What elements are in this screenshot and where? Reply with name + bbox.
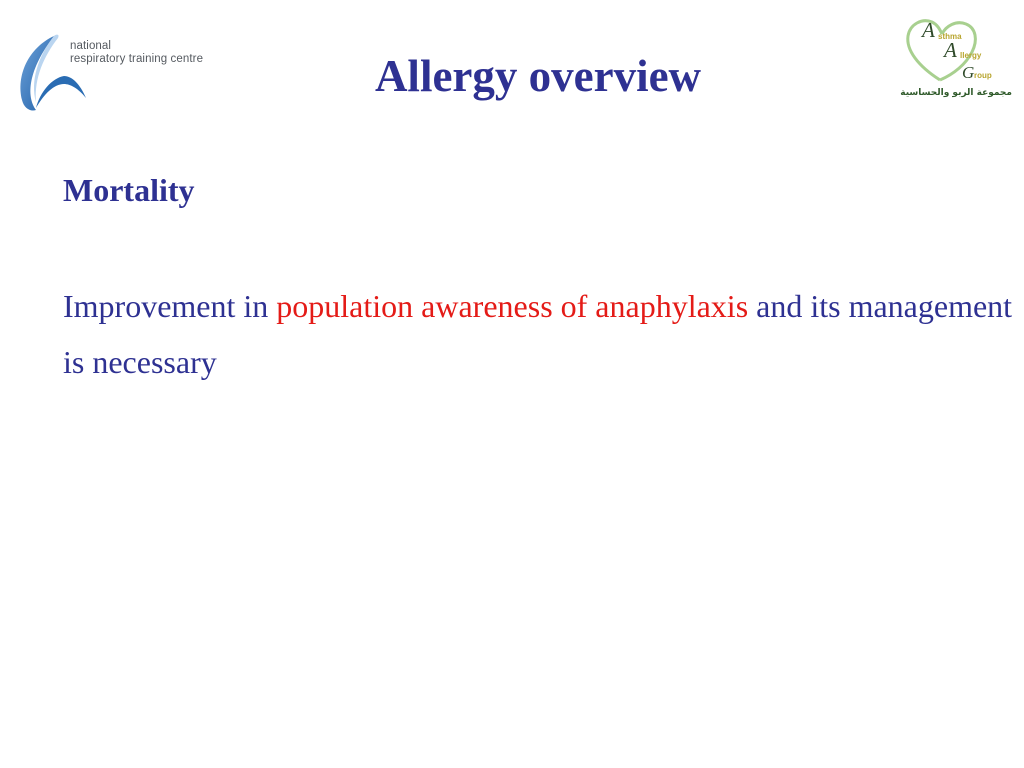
aag-arabic-name: مجموعة الربو والحساسية bbox=[900, 88, 1012, 98]
nrtc-logo-line1: national bbox=[70, 40, 112, 52]
nrtc-logo-line2: respiratory training centre bbox=[70, 53, 204, 65]
page-title: Allergy overview bbox=[374, 51, 702, 101]
body-paragraph bbox=[63, 278, 1013, 390]
aag-letter-a2: A bbox=[944, 38, 957, 62]
heart-outline-icon bbox=[904, 16, 1010, 90]
aag-logo bbox=[900, 16, 1012, 104]
aag-word-allergy: llergy bbox=[960, 51, 982, 60]
section-subheading: Mortality bbox=[63, 172, 195, 208]
aag-letter-g: G bbox=[962, 63, 975, 82]
aag-letter-a1: A bbox=[922, 18, 935, 42]
aag-word-asthma: sthma bbox=[938, 32, 962, 41]
body-text-part2: and its management is necessary bbox=[63, 288, 1013, 380]
body-text-part1: Improvement in bbox=[63, 288, 277, 324]
aag-word-group: roup bbox=[974, 71, 992, 80]
body-text-highlight: population awareness of anaphylaxis bbox=[276, 288, 749, 324]
